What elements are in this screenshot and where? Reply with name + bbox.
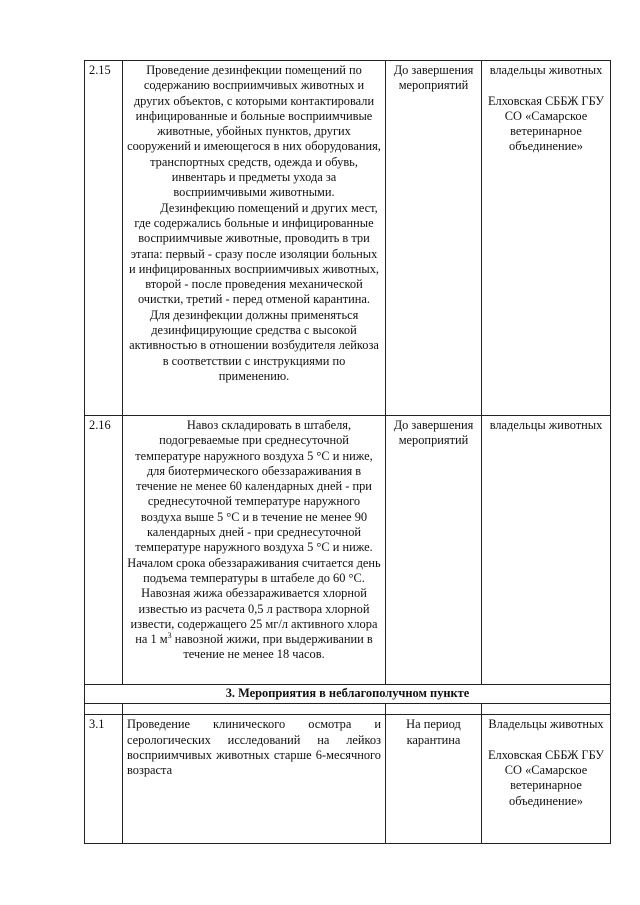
description-paragraph xyxy=(127,418,381,663)
item-number: 3.1 xyxy=(85,715,123,844)
responsible-owners: владельцы животных xyxy=(489,418,603,432)
item-responsible xyxy=(482,416,611,685)
section-heading-row xyxy=(85,685,611,704)
table-row xyxy=(85,715,611,844)
item-term: На период карантина xyxy=(386,715,482,844)
table-row xyxy=(85,61,611,416)
item-responsible xyxy=(482,61,611,416)
item-term: До завершения мероприятий xyxy=(386,416,482,685)
responsible-organization: Елховская СББЖ ГБУ СО «Самарское ветеринарное объединение» xyxy=(487,747,605,808)
responsible-organization: Елховская СББЖ ГБУ СО «Самарское ветеринарное объединение» xyxy=(487,93,605,154)
superscript: 3 xyxy=(167,631,172,641)
responsible-owners: Владельцы животных xyxy=(488,717,604,732)
spacer-row xyxy=(85,704,611,715)
description-paragraph: Для дезинфекции должны применяться дезинфицирующие средства с высокой активностью в отношении возбудителя лейкоза в соответствии с инструкциями по применению. xyxy=(129,307,379,383)
description-text: Навоз складировать в штабеля, подогреваемые при среднесуточной температуре наружного воздуха 5 °С и ниже, для биотермического обеззараживания в течение не менее 60 календарных дней - при среднесуточной температуре наружного воздуха выше 5 °С и в течение не менее 90 календарных дней - при среднесуточной температуре наружного воздуха 5 °С и ниже. Началом срока обеззараживания считается день подъема температуры в штабеле до 60 °С. Навозная жижа обеззараживается хлорной известью из расчета 0,5 л раствора хлорной извести, содержащего 25 мг/л активного хлора на 1 м xyxy=(127,418,381,647)
item-description: Проведение клинического осмотра и серологических исследований на лейкоз восприимчивых животных старше 6-месячного возраста xyxy=(123,715,386,844)
section-heading: 3. Мероприятия в неблагополучном пункте xyxy=(85,685,611,704)
description-paragraph: Дезинфекцию помещений и других мест, где содержались больные и инфицированные восприимчивые животные, проводить в три этапа: первый - сразу после изоляции больных и инфицированных восприимчивых животных, второй - после проведения механической очистки, третий - перед отменой карантина. xyxy=(128,200,380,307)
item-number: 2.15 xyxy=(85,61,123,416)
description-text: навозной жижи, при выдерживании в течение не менее 18 часов. xyxy=(171,632,373,662)
item-responsible xyxy=(482,715,611,844)
item-description xyxy=(123,61,386,416)
description-paragraph: Проведение дезинфекции помещений по содержанию восприимчивых животных и других объектов, с которыми контактировали инфицированные и больные восприимчивые животные, убойных пунктов, других сооружений и имеющегося в них оборудования, транспортных средств, одежда и обувь, инвентарь и предметы ухода за восприимчивыми животными. xyxy=(127,63,381,200)
item-description xyxy=(123,416,386,685)
table-row xyxy=(85,416,611,685)
item-term: До завершения мероприятий xyxy=(386,61,482,416)
measures-table xyxy=(84,60,611,844)
responsible-owners: владельцы животных xyxy=(489,63,603,77)
item-number: 2.16 xyxy=(85,416,123,685)
